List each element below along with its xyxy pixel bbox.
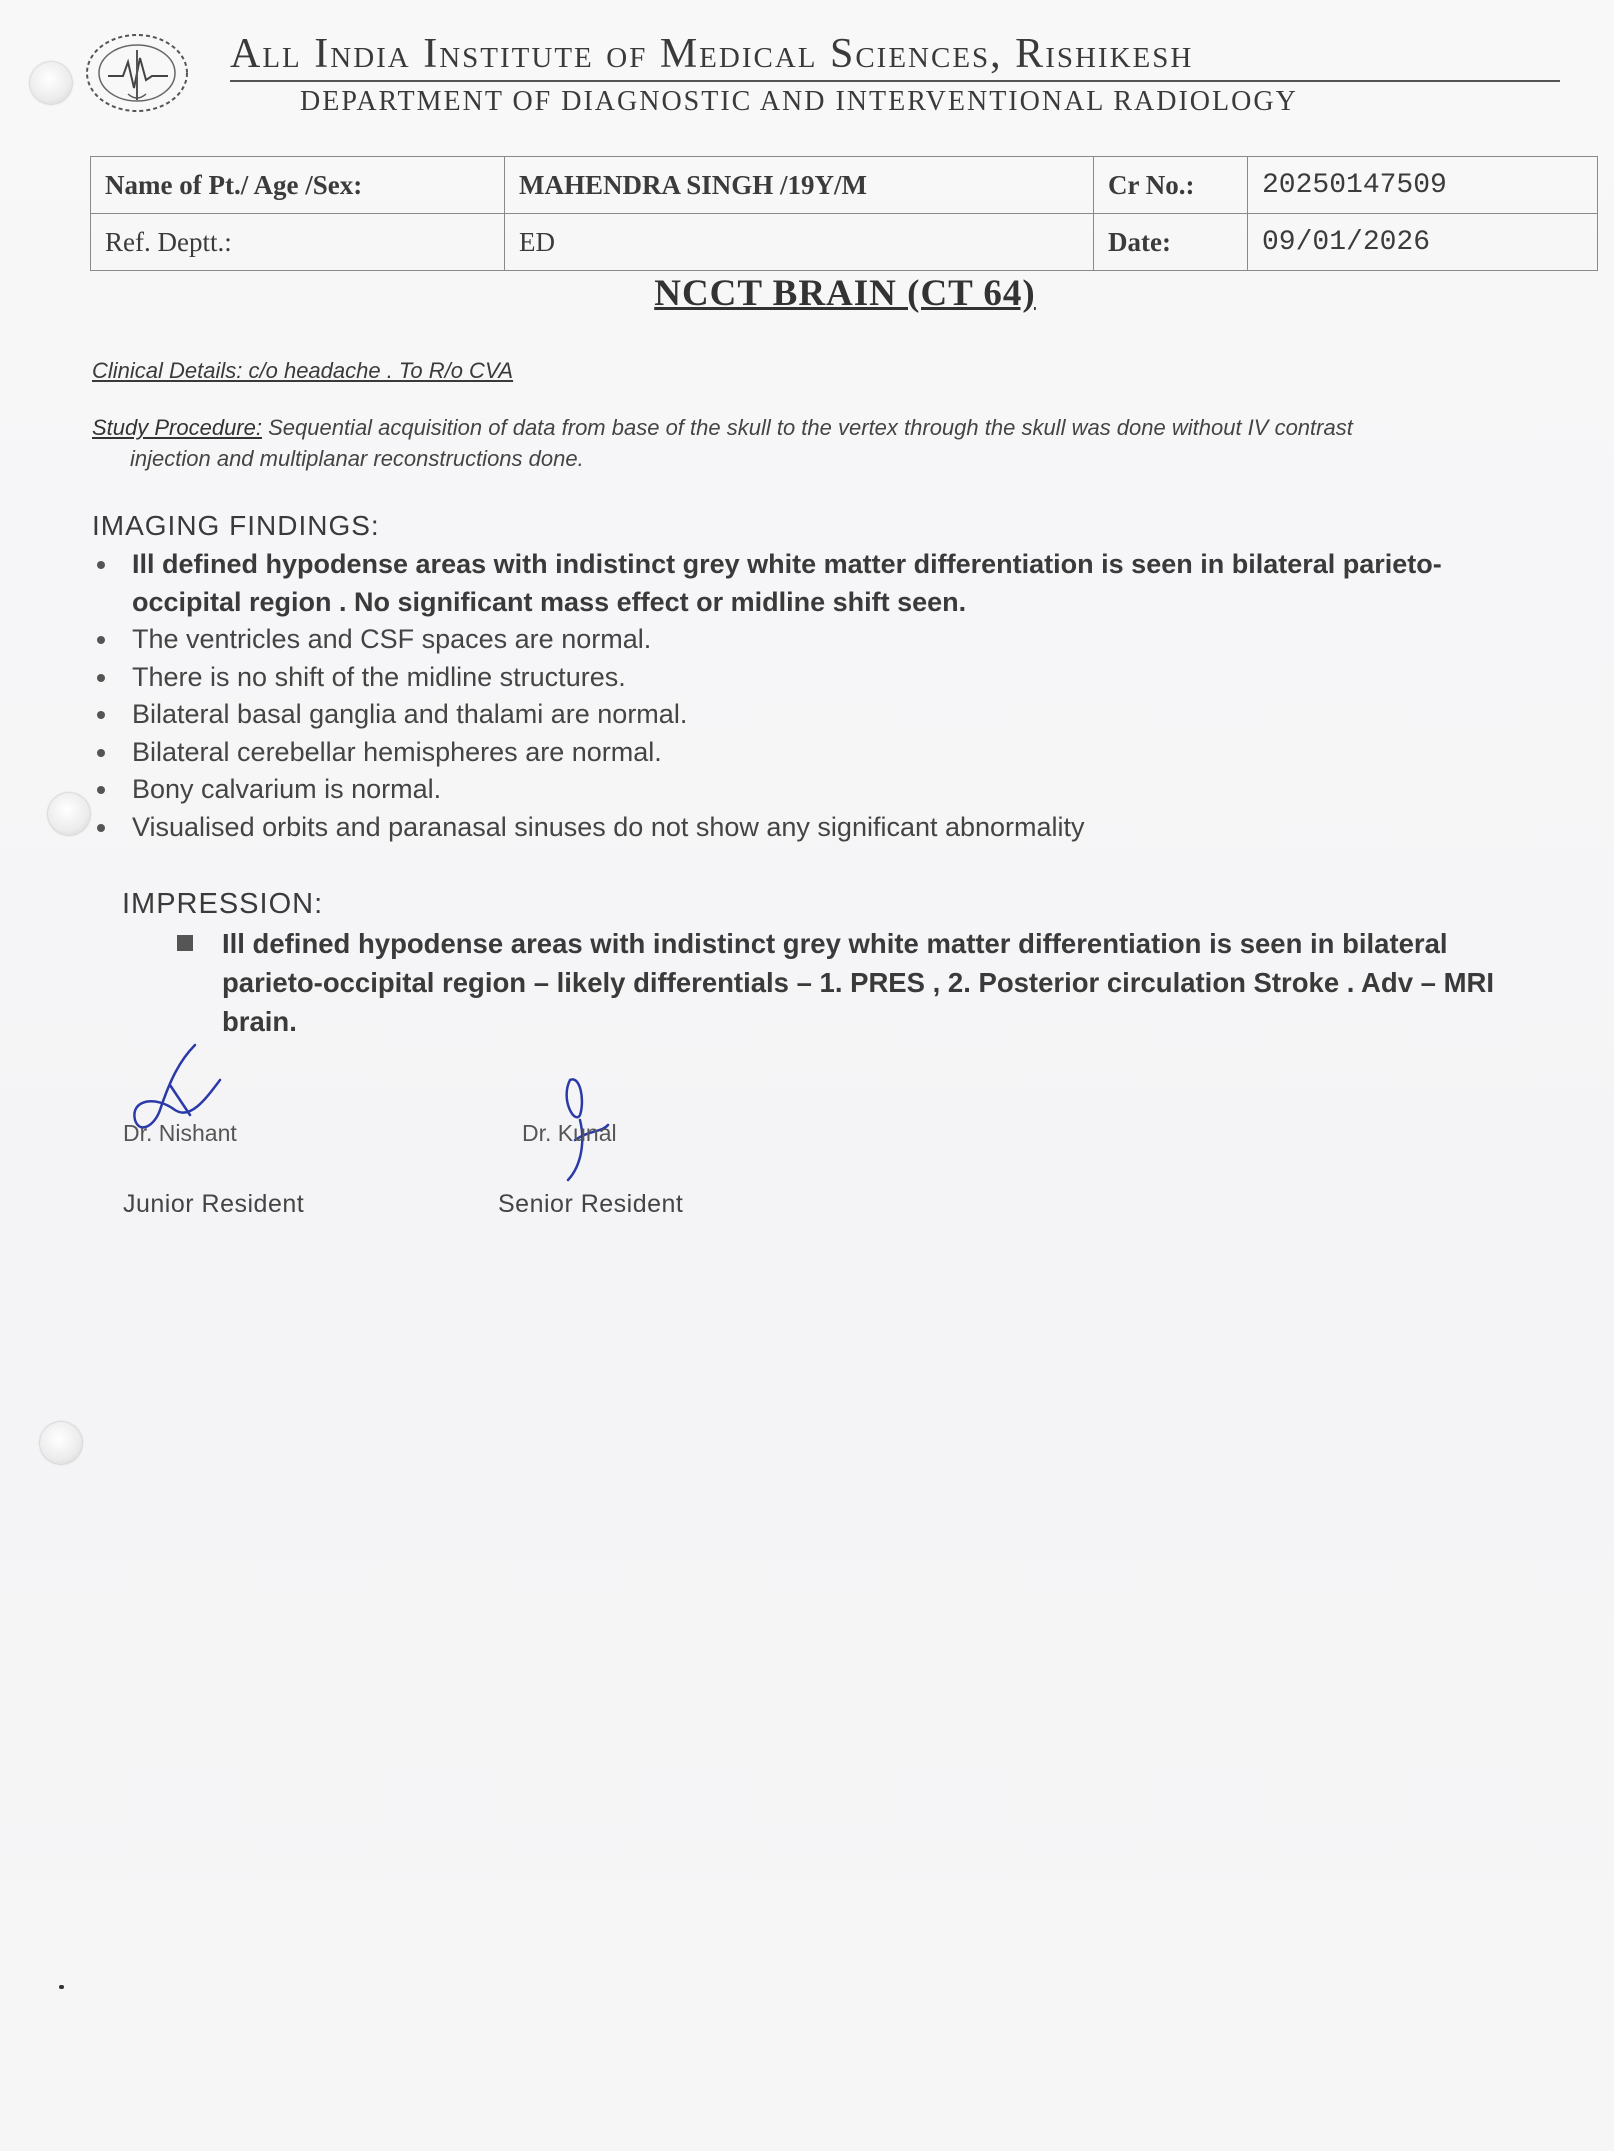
impression-text: Ill defined hypodense areas with indistinct grey white matter differentiation is seen in bilateral parieto-occipital region – likely differentials – 1. PRES , 2. Posterior circulation Stroke . Adv – MRI brain. [222, 928, 1494, 1037]
aiims-logo-icon [78, 28, 196, 118]
imaging-findings-list [92, 546, 1542, 846]
clinical-details-text: Clinical Details: c/o headache . To R/o CVA [92, 358, 514, 383]
patient-info-table [90, 156, 1598, 271]
impression-bullet-icon [177, 935, 193, 951]
study-procedure-text: Sequential acquisition of data from base of the skull to the vertex through the skull was done without IV contrast [261, 415, 1353, 440]
senior-resident-role: Senior Resident [498, 1190, 684, 1218]
header-rule [230, 80, 1560, 82]
list-item: There is no shift of the midline structures. [92, 659, 1542, 697]
senior-resident-name: Dr. Kunal [522, 1120, 617, 1146]
punch-hole-top [30, 62, 72, 104]
impression-heading: IMPRESSION: [122, 888, 324, 920]
study-procedure-label: Study Procedure: [92, 415, 262, 440]
punch-hole-bottom [40, 1422, 82, 1464]
study-procedure [92, 412, 1572, 474]
list-item: Visualised orbits and paranasal sinuses do not show any significant abnormality [92, 809, 1542, 847]
clinical-details [92, 358, 513, 384]
list-item: Bilateral basal ganglia and thalami are normal. [92, 696, 1542, 734]
table-row [91, 214, 1598, 271]
list-item: The ventricles and CSF spaces are normal. [92, 621, 1542, 659]
report-title: NCCT BRAIN (CT 64) [654, 273, 1036, 314]
ref-dept-value: ED [505, 214, 1094, 271]
punch-hole-middle [48, 793, 90, 835]
department-name: DEPARTMENT OF DIAGNOSTIC AND INTERVENTIONAL RADIOLOGY [300, 86, 1298, 117]
study-procedure-text-cont: injection and multiplanar reconstructions done. [130, 446, 584, 471]
date-label: Date: [1094, 214, 1248, 271]
institute-name: All India Institute of Medical Sciences, Rishikesh [230, 31, 1194, 77]
list-item: Bilateral cerebellar hemispheres are normal. [92, 734, 1542, 772]
date-value: 09/01/2026 [1248, 214, 1598, 271]
junior-resident-role: Junior Resident [123, 1190, 305, 1218]
list-item: Bony calvarium is normal. [92, 771, 1542, 809]
list-item: Ill defined hypodense areas with indistinct grey white matter differentiation is seen in bilateral parieto-occipital region . No significant mass effect or midline shift seen. [92, 546, 1542, 621]
patient-name-value: MAHENDRA SINGH /19Y/M [505, 157, 1094, 214]
imaging-findings-heading: IMAGING FINDINGS: [92, 510, 380, 541]
junior-resident-name: Dr. Nishant [123, 1120, 237, 1146]
table-row [91, 157, 1598, 214]
patient-name-label: Name of Pt./ Age /Sex: [91, 157, 505, 214]
ref-dept-label: Ref. Deptt.: [91, 214, 505, 271]
cr-number-label: Cr No.: [1094, 157, 1248, 214]
cr-number-value: 20250147509 [1248, 157, 1598, 214]
paper-speck [59, 1985, 64, 1989]
